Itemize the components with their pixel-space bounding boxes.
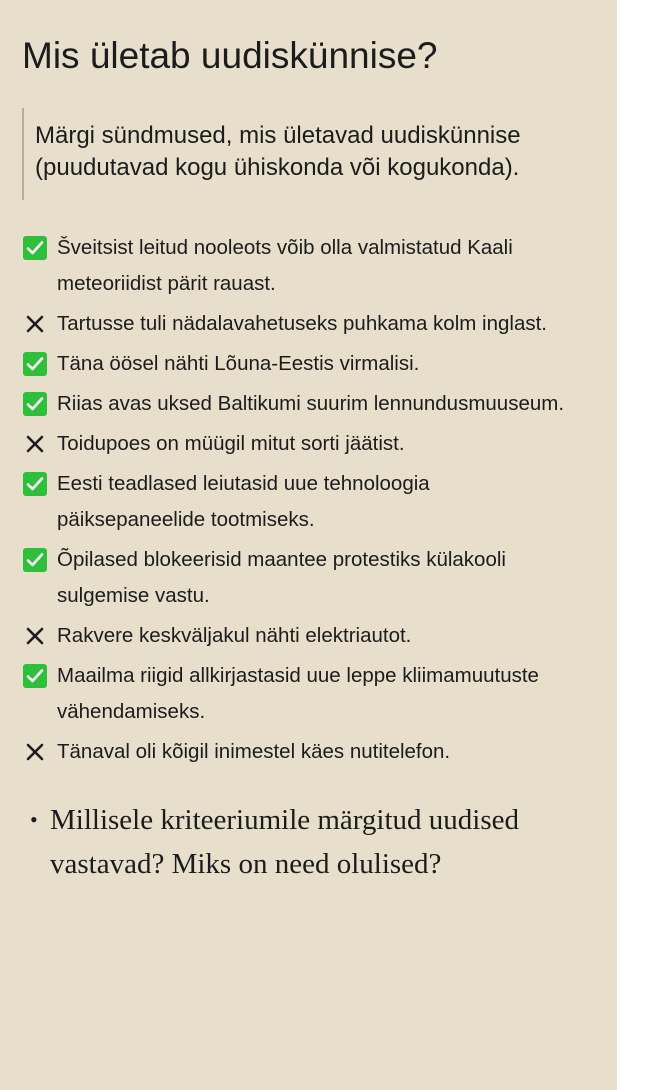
list-item [22,734,597,770]
check-icon [22,351,48,377]
list-item [22,306,597,342]
news-items-list [22,230,597,770]
item-text: Tänaval oli kõigil inimestel käes nutitelefon. [57,740,451,763]
check-icon [22,235,48,261]
item-text: Eesti teadlased leiutasid uue tehnoloogia päiksepaneelide tootmiseks. [57,472,430,531]
instruction-quote: Märgi sündmused, mis ületavad uudiskünnise (puudutavad kogu ühiskonda või kogukonda). [22,108,575,200]
cross-icon [22,739,48,765]
item-text: Tartusse tuli nädalavahetuseks puhkama kolm inglast. [57,312,547,335]
check-icon [22,547,48,573]
check-icon [22,471,48,497]
item-text: Šveitsist leitud nooleots võib olla valmistatud Kaali meteoriidist pärit rauast. [57,236,513,295]
page-title: Mis ületab uudiskünnise? [22,35,438,76]
question-item [22,798,597,886]
list-item [22,426,597,462]
list-item [22,386,597,422]
cross-icon [22,311,48,337]
item-text: Täna öösel nähti Lõuna-Eestis virmalisi. [57,352,420,375]
check-icon [22,663,48,689]
list-item [22,542,597,614]
check-icon [22,391,48,417]
list-item [22,230,597,302]
item-text: Rakvere keskväljakul nähti elektriautot. [57,624,412,647]
item-text: Maailma riigid allkirjastasid uue leppe kliimamuutuste vähendamiseks. [57,664,539,723]
cross-icon [22,431,48,457]
item-text: Riias avas uksed Baltikumi suurim lennundusmuuseum. [57,392,565,415]
cross-icon [22,623,48,649]
bullet-icon: • [30,807,38,832]
list-item [22,346,597,382]
question-text: Millisele kriteeriumile märgitud uudised vastavad? Miks on need olulised? [50,804,520,880]
item-text: Toidupoes on müügil mitut sorti jäätist. [57,432,405,455]
question-list [22,798,597,886]
list-item [22,618,597,654]
list-item [22,466,597,538]
item-text: Õpilased blokeerisid maantee protestiks külakooli sulgemise vastu. [57,548,506,607]
list-item [22,658,597,730]
